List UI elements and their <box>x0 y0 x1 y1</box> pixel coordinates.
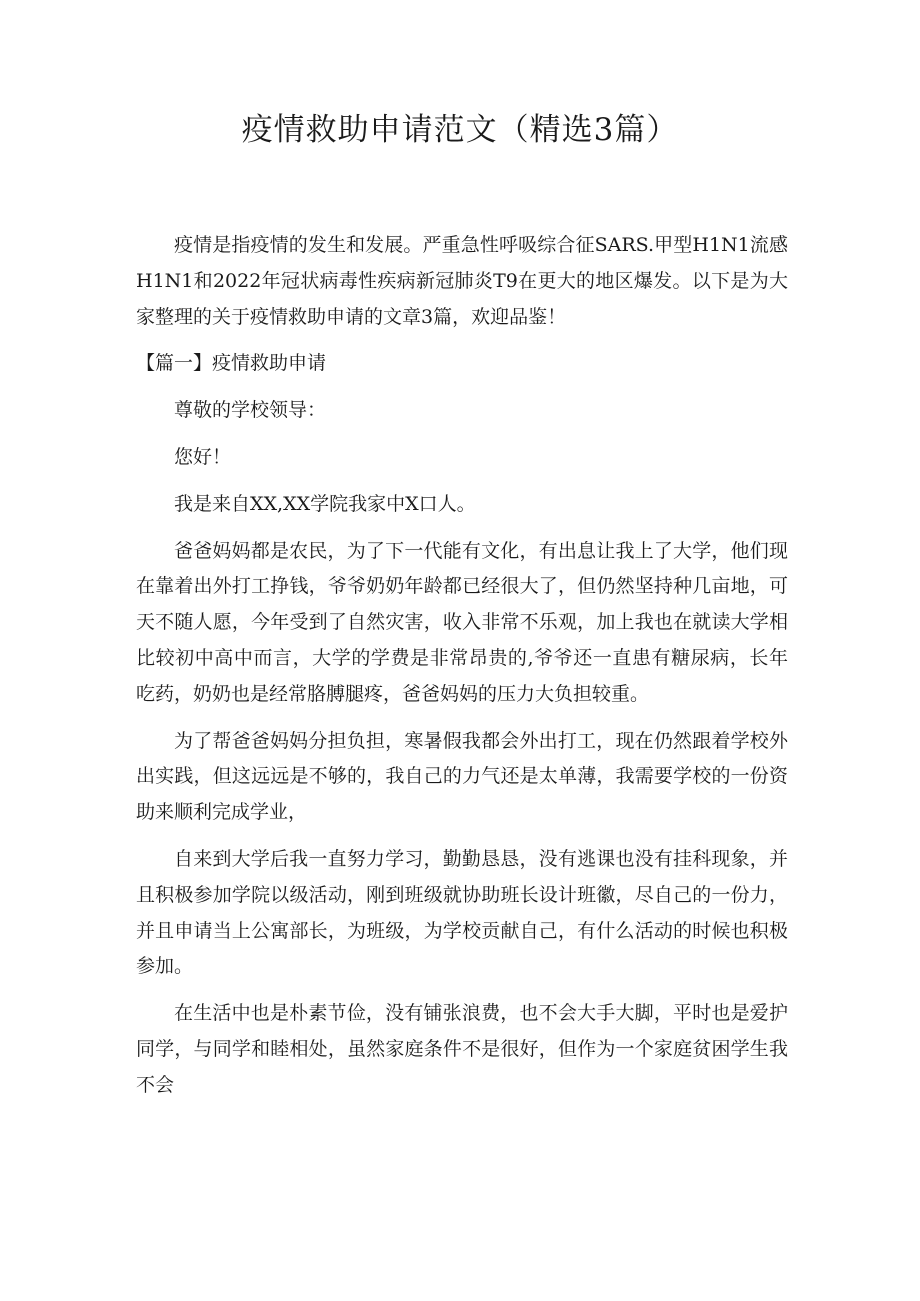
document-title: 疫情救助申请范文（精选3篇） <box>241 112 679 148</box>
section-heading: 【篇一】疫情救助申请 <box>136 352 327 375</box>
body-paragraph: 我是来自XX,XX学院我家中X口人。 <box>174 492 476 515</box>
document-body <box>136 228 788 1115</box>
body-paragraph: 在生活中也是朴素节俭，没有铺张浪费，也不会大手大脚，平时也是爱护同学，与同学和睦相处，虽然家庭条件不是很好，但作为一个家庭贫困学生我不会 <box>136 1002 788 1096</box>
intro-paragraph: 疫情是指疫情的发生和发展。严重急性呼吸综合征SARS.甲型H1N1流感H1N1和2022年冠状病毒性疾病新冠肺炎T9在更大的地区爆发。以下是为大家整理的关于疫情救助申请的文章3篇，欢迎品鉴！ <box>136 234 788 328</box>
body-paragraph: 为了帮爸爸妈妈分担负担，寒暑假我都会外出打工，现在仍然跟着学校外出实践，但这远远是不够的，我自己的力气还是太单薄，我需要学校的一份资助来顺利完成学业， <box>136 729 788 824</box>
body-paragraph: 自来到大学后我一直努力学习，勤勤恳恳，没有逃课也没有挂科现象，并且积极参加学院以级活动，刚到班级就协助班长设计班徽，尽自己的一份力，并且申请当上公寓部长，为班级，为学校贡献自己，有什么活动的时候也积极参加。 <box>136 847 788 978</box>
greeting: 您好！ <box>174 445 232 468</box>
salutation: 尊敬的学校领导： <box>174 399 327 422</box>
body-paragraph: 爸爸妈妈都是农民，为了下一代能有文化，有出息让我上了大学，他们现在靠着出外打工挣钱，爷爷奶奶年龄都已经很大了，但仍然坚持种几亩地，可天不随人愿，今年受到了自然灾害，收入非常不乐观，加上我也在就读大学相比较初中高中而言，大学的学费是非常昂贵的,爷爷还一直患有糖尿病，长年吃药，奶奶也是经常胳膊腿疼，爸爸妈妈的压力大负担较重。 <box>136 539 788 705</box>
